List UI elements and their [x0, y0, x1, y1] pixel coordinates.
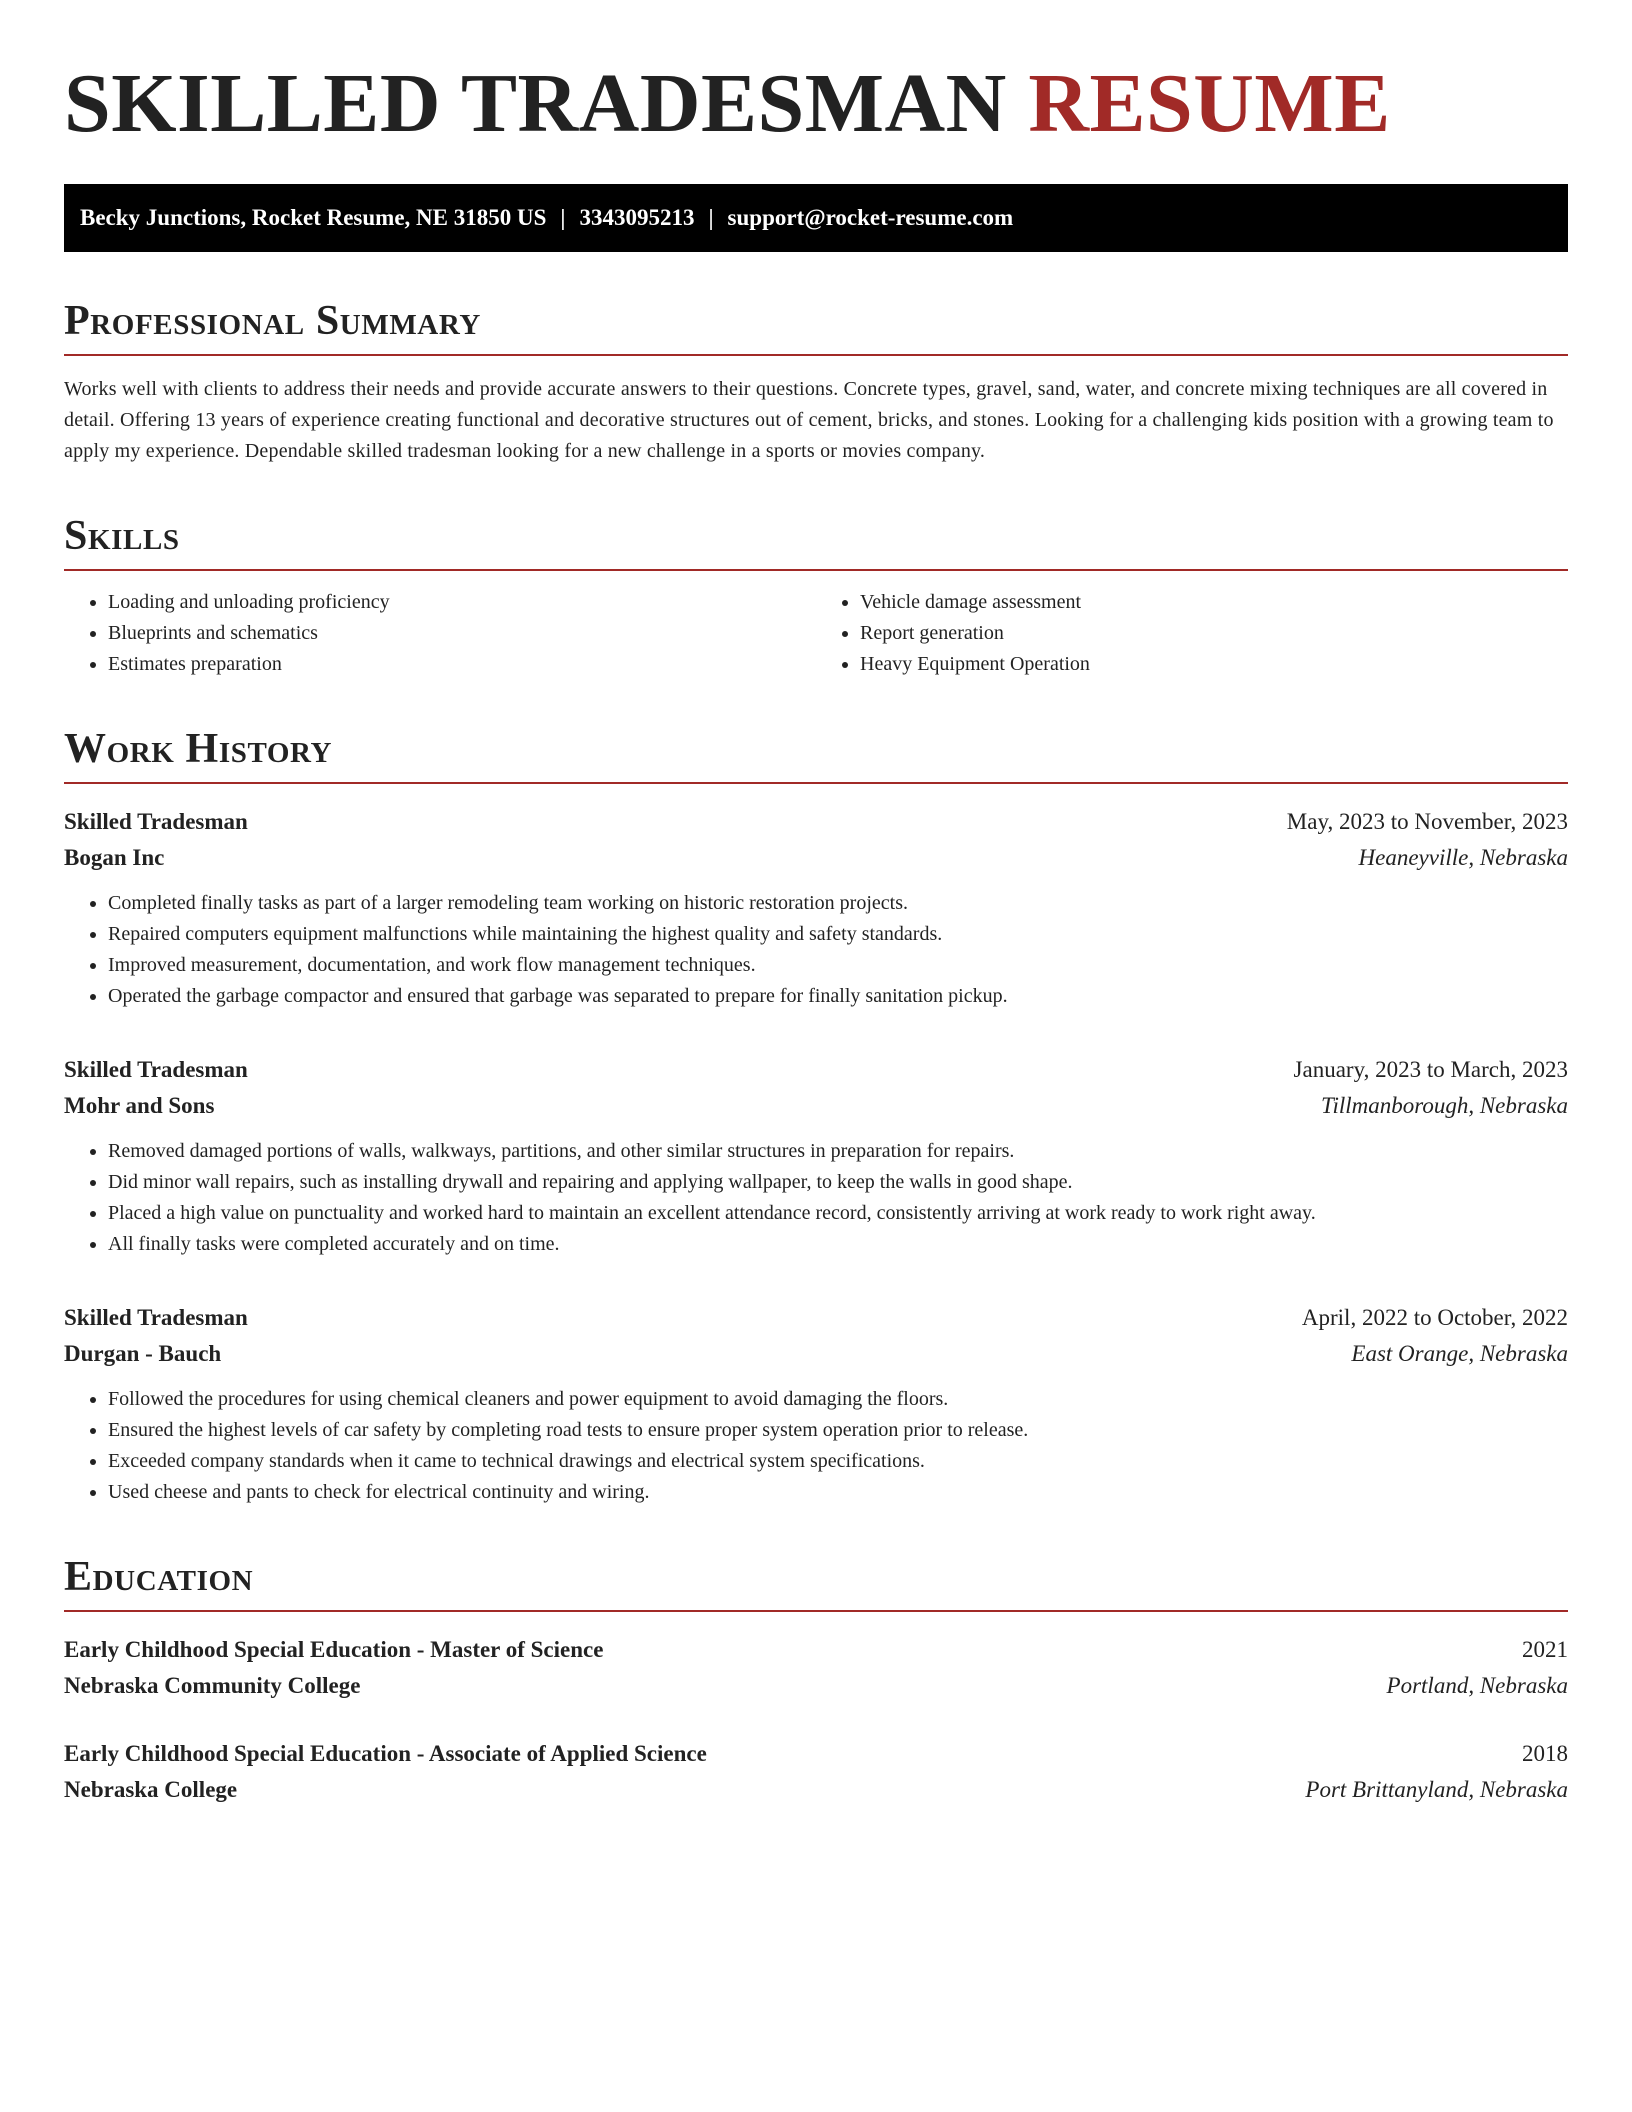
education-entry	[64, 1632, 1568, 1704]
title-main: SKILLED TRADESMAN	[64, 57, 1007, 150]
skill-item: • Loading and unloading proficiency	[108, 587, 816, 618]
skill-item: • Heavy Equipment Operation	[860, 649, 1568, 680]
job-header-row	[64, 1300, 1568, 1336]
job-bullet: • Operated the garbage compactor and ensured that garbage was separated to prepare for finally sanitation pickup.	[108, 981, 1568, 1012]
job-dates: April, 2022 to October, 2022	[1301, 1305, 1568, 1330]
contact-separator: |	[560, 205, 566, 230]
job-title: Skilled Tradesman	[64, 1305, 248, 1330]
job-location: East Orange, Nebraska	[1351, 1341, 1568, 1366]
education-entry	[64, 1736, 1568, 1808]
job-entry	[64, 1300, 1568, 1508]
education-school-row	[64, 1772, 1568, 1808]
job-entry	[64, 1052, 1568, 1260]
job-bullet: • Completed finally tasks as part of a larger remodeling team working on historic restoration projects.	[108, 888, 1568, 919]
job-bullets	[64, 1384, 1568, 1508]
job-bullet: • Improved measurement, documentation, and work flow management techniques.	[108, 950, 1568, 981]
education-school-row	[64, 1668, 1568, 1704]
job-dates: May, 2023 to November, 2023	[1286, 809, 1568, 834]
summary-section	[64, 298, 1568, 467]
job-header-row	[64, 804, 1568, 840]
resume-title	[64, 58, 1568, 150]
education-year: 2021	[1522, 1637, 1568, 1662]
job-header-row	[64, 1052, 1568, 1088]
job-company: Mohr and Sons	[64, 1093, 215, 1118]
education-degree-row	[64, 1632, 1568, 1668]
skills-column-right	[816, 587, 1568, 680]
education-degree: Early Childhood Special Education - Associate of Applied Science	[64, 1741, 707, 1766]
education-location: Port Brittanyland, Nebraska	[1305, 1777, 1568, 1802]
contact-phone: 3343095213	[579, 205, 695, 230]
contact-email: support@rocket-resume.com	[727, 205, 1014, 230]
job-title: Skilled Tradesman	[64, 809, 248, 834]
skill-item: • Blueprints and schematics	[108, 618, 816, 649]
job-bullet: • Ensured the highest levels of car safety by completing road tests to ensure proper system operation prior to release.	[108, 1415, 1568, 1446]
contact-separator: |	[708, 205, 714, 230]
job-bullets	[64, 1136, 1568, 1260]
job-company-row	[64, 840, 1568, 876]
job-location: Tillmanborough, Nebraska	[1320, 1093, 1568, 1118]
job-entry	[64, 804, 1568, 1012]
job-company: Bogan Inc	[64, 845, 165, 870]
job-location: Heaneyville, Nebraska	[1358, 845, 1568, 870]
job-bullet: • Repaired computers equipment malfunctions while maintaining the highest quality and safety standards.	[108, 919, 1568, 950]
job-company-row	[64, 1336, 1568, 1372]
skill-item: • Vehicle damage assessment	[860, 587, 1568, 618]
job-bullet: • All finally tasks were completed accurately and on time.	[108, 1229, 1568, 1260]
education-year: 2018	[1522, 1741, 1568, 1766]
job-bullet: • Exceeded company standards when it came to technical drawings and electrical system specifications.	[108, 1446, 1568, 1477]
job-bullet: • Removed damaged portions of walls, walkways, partitions, and other similar structures in preparation for repairs.	[108, 1136, 1568, 1167]
job-bullet: • Used cheese and pants to check for electrical continuity and wiring.	[108, 1477, 1568, 1508]
work-history-section	[64, 726, 1568, 1508]
education-degree-row	[64, 1736, 1568, 1772]
job-bullet: • Placed a high value on punctuality and worked hard to maintain an excellent attendance record, consistently arriving at work ready to work right away.	[108, 1198, 1568, 1229]
education-school: Nebraska College	[64, 1777, 238, 1802]
job-bullets	[64, 888, 1568, 1012]
education-location: Portland, Nebraska	[1386, 1673, 1568, 1698]
skills-heading: Skills	[64, 513, 1568, 571]
job-dates: January, 2023 to March, 2023	[1293, 1057, 1568, 1082]
summary-heading: Professional Summary	[64, 298, 1568, 356]
education-heading: Education	[64, 1554, 1568, 1612]
skills-grid	[64, 587, 1568, 680]
job-title: Skilled Tradesman	[64, 1057, 248, 1082]
skills-section	[64, 513, 1568, 680]
contact-address: Becky Junctions, Rocket Resume, NE 31850 US	[80, 205, 547, 230]
education-degree: Early Childhood Special Education - Master of Science	[64, 1637, 604, 1662]
skill-item: • Report generation	[860, 618, 1568, 649]
title-accent: RESUME	[1028, 57, 1391, 150]
job-company: Durgan - Bauch	[64, 1341, 222, 1366]
job-bullet: • Did minor wall repairs, such as installing drywall and repairing and applying wallpaper, to keep the walls in good shape.	[108, 1167, 1568, 1198]
summary-text: Works well with clients to address their needs and provide accurate answers to their questions. Concrete types, gravel, sand, water, and concrete mixing techniques are all covered in detail. Offering 13 years of experience creating functional and decorative structures out of cement, bricks, and stones. Looking for a challenging kids position with a growing team to apply my experience. Dependable skilled tradesman looking for a new challenge in a sports or movies company.	[64, 378, 1554, 462]
education-section	[64, 1554, 1568, 1808]
skill-item: • Estimates preparation	[108, 649, 816, 680]
job-company-row	[64, 1088, 1568, 1124]
education-school: Nebraska Community College	[64, 1673, 361, 1698]
job-bullet: • Followed the procedures for using chemical cleaners and power equipment to avoid damaging the floors.	[108, 1384, 1568, 1415]
contact-bar	[64, 184, 1568, 252]
work-history-heading: Work History	[64, 726, 1568, 784]
skills-column-left	[64, 587, 816, 680]
